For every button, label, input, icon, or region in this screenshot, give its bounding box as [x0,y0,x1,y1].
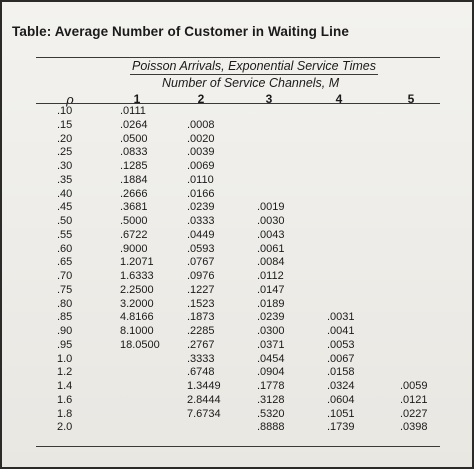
table-cell: 1.2071 [120,256,154,269]
table-cell: .0112 [257,270,284,282]
table-cell: .1285 [120,160,148,172]
rho-value: .55 [57,228,73,241]
rho-value: 1.0 [57,352,73,365]
table-cell: 3.2000 [120,297,154,310]
table-cell: .0067 [327,352,355,365]
table-cell: .1227 [187,283,215,296]
rho-value: 2.0 [57,421,73,434]
rho-value: 1.4 [57,380,73,392]
table-cell: .0264 [120,118,148,131]
rho-value: .35 [57,173,73,186]
rho-value: .80 [57,297,73,310]
column-header-3: 3 [265,92,273,106]
column-header-4: 4 [335,92,343,106]
table-cell: .0904 [257,366,285,379]
table-cell: 8.1000 [120,325,154,337]
table-cell: .0031 [327,311,355,324]
table-cell: .0189 [257,297,285,310]
table-cell: .9000 [120,242,148,255]
header-rule [36,103,440,104]
table-cell: 2.8444 [187,393,221,406]
rho-value: 1.6 [57,393,73,406]
rho-value: .90 [57,325,73,337]
table-cell: .0454 [257,352,285,365]
sub-rule [130,74,378,75]
table-cell: .0227 [400,407,428,420]
rho-value: .15 [57,118,73,131]
table-cell: .2767 [187,338,215,351]
table-cell: .0041 [327,325,355,337]
table-cell: .5320 [257,407,285,420]
table-cell: .0008 [187,118,215,131]
heading-channels: Number of Service Channels, M [162,76,340,90]
table-cell: .0239 [257,311,285,324]
table-cell: .5000 [120,215,148,227]
table-cell: 2.2500 [120,283,154,296]
table-cell: .0019 [257,201,285,214]
rho-value: .30 [57,160,73,172]
table-cell: .1884 [120,173,148,186]
table-cell: .0593 [187,242,215,255]
column-header-5: 5 [407,92,415,106]
table-cell: .2285 [187,325,215,337]
table-cell: .0604 [327,393,355,406]
table-cell: .3681 [120,201,148,214]
table-cell: .6722 [120,228,148,241]
rho-value: .65 [57,256,73,269]
rho-value: .75 [57,283,73,296]
table-cell: .0059 [400,380,428,392]
rho-value: .20 [57,132,73,145]
table-title: Table: Average Number of Customer in Waiting Line [12,24,349,39]
table-cell: 4.8166 [120,311,154,324]
table-cell: .0084 [257,256,285,269]
table-cell: 18.0500 [120,338,160,351]
rho-value: .10 [57,105,73,117]
table-cell: .0239 [187,201,215,214]
heading-arrivals: Poisson Arrivals, Exponential Service Times [132,59,376,73]
table-cell: .3333 [187,352,215,365]
column-header-2: 2 [197,92,205,106]
table-cell: .0111 [120,105,146,117]
table-cell: .0166 [187,187,215,200]
rho-value: .60 [57,242,73,255]
table-cell: .0333 [187,215,215,227]
rho-value: .45 [57,201,73,214]
table-cell: .0069 [187,160,215,172]
rho-value: .25 [57,146,73,159]
table-cell: .1523 [187,297,215,310]
table-cell: .0371 [257,338,285,351]
rho-value: .85 [57,311,73,324]
table-cell: .1873 [187,311,215,324]
table-cell: .0324 [327,380,355,392]
table-cell: .8888 [257,421,285,434]
column-header-rho: ρ [66,92,74,107]
table-cell: 1.3449 [187,380,221,392]
table-cell: .0449 [187,228,215,241]
table-cell: 1.6333 [120,270,154,282]
table-cell: .0767 [187,256,215,269]
table-cell: .0158 [327,366,355,379]
top-rule [36,57,440,58]
table-cell: .0147 [257,283,285,296]
table-cell: .0398 [400,421,428,434]
table-cell: .0121 [400,393,428,406]
table-cell: .3128 [257,393,285,406]
rho-value: .70 [57,270,73,282]
table-cell: .0061 [257,242,285,255]
table-cell: .1739 [327,421,355,434]
rho-value: .40 [57,187,73,200]
table-cell: .0300 [257,325,285,337]
column-header-1: 1 [133,92,141,106]
table-cell: .0039 [187,146,215,159]
table-cell: .0500 [120,132,148,145]
table-cell: .0030 [257,215,285,227]
table-cell: .6748 [187,366,215,379]
rho-value: 1.2 [57,366,73,379]
table-cell: .0053 [327,338,355,351]
table-cell: .0110 [187,173,214,186]
table-cell: .0043 [257,228,285,241]
table-cell: 7.6734 [187,407,221,420]
bottom-rule [36,446,440,447]
rho-value: .95 [57,338,73,351]
table-cell: .0976 [187,270,215,282]
rho-value: .50 [57,215,73,227]
table-cell: .0020 [187,132,215,145]
table-cell: .1778 [257,380,285,392]
table-cell: .2666 [120,187,148,200]
rho-value: 1.8 [57,407,73,420]
table-cell: .0833 [120,146,148,159]
table-cell: .1051 [327,407,355,420]
